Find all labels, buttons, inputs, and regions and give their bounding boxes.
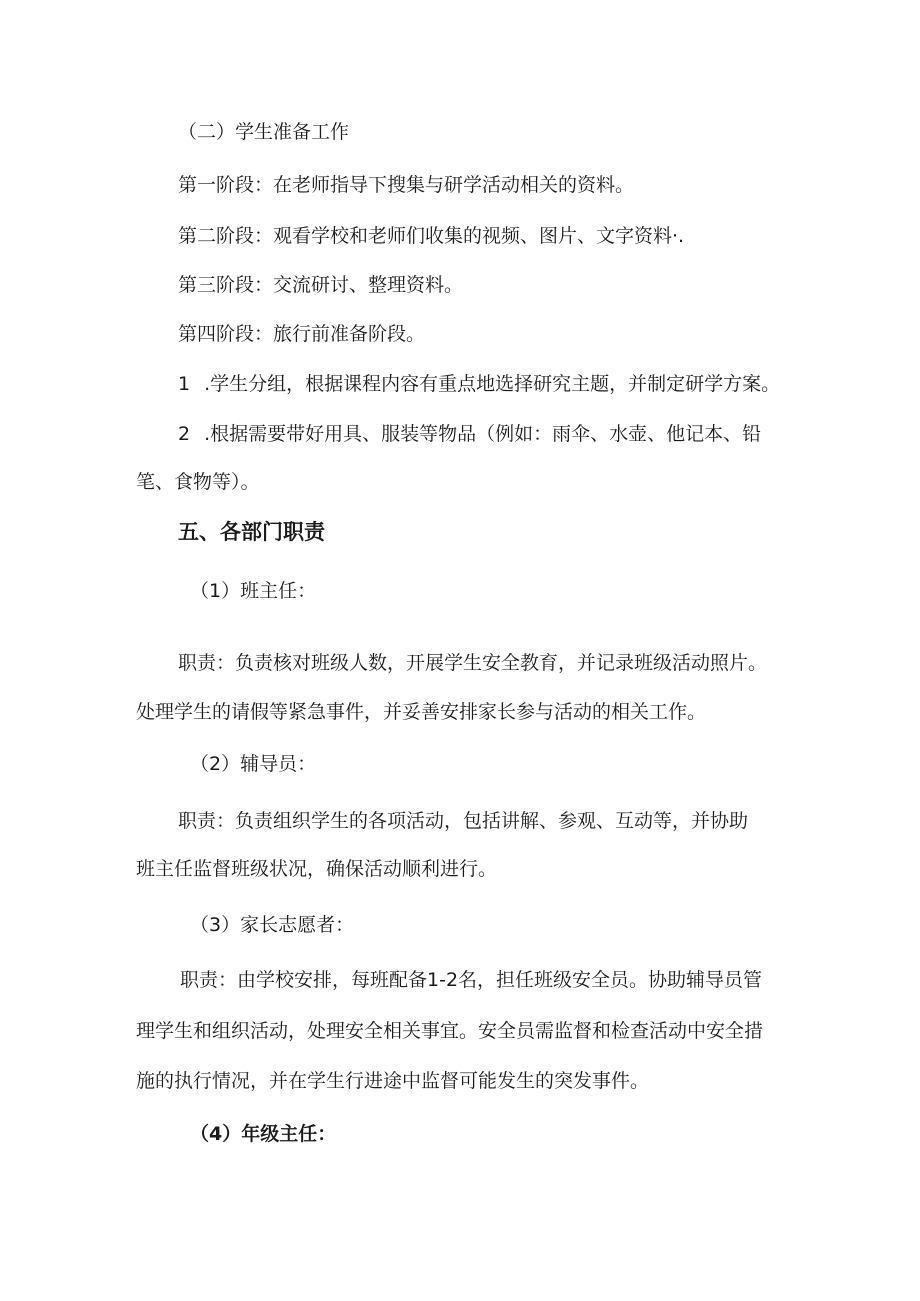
list-item-2-text-line1: .根据需要带好用具、服装等物品（例如：雨伞、水壶、他记本、铅: [204, 423, 762, 445]
section-heading-duties: 五、各部门职责: [178, 520, 325, 544]
class-teacher-duty-line2: 处理学生的请假等紧急事件，并妥善安排家长参与活动的相关工作。: [136, 701, 707, 723]
stage-4-text: 第四阶段：旅行前准备阶段。: [178, 323, 426, 345]
subsection-title-student-prep: （二）学生准备工作: [178, 121, 350, 143]
stage-1-text: 第一阶段：在老师指导下搜集与研学活动相关的资料。: [178, 174, 635, 196]
role-title-parent-volunteer: （3）家长志愿者：: [190, 914, 355, 936]
list-item-1: [178, 371, 780, 397]
parent-volunteer-duty-line2: 理学生和组织活动，处理安全相关事宜。安全员需监督和检查活动中安全措: [136, 1020, 764, 1042]
list-item-1-number: 1: [178, 373, 191, 395]
list-item-2-text-line2: 笔、食物等）。: [136, 471, 260, 493]
role-title-class-teacher: （1）班主任：: [190, 580, 317, 602]
role-title-grade-director: （4）年级主任：: [190, 1123, 337, 1145]
counselor-duty-line2: 班主任监督班级状况，确保活动顺利进行。: [136, 858, 498, 880]
parent-volunteer-duty-line1: 职责：由学校安排，每班配备1-2名，担任班级安全员。协助辅导员管: [180, 969, 763, 991]
stage-3-text: 第三阶段：交流研讨、整理资料。: [178, 274, 464, 296]
stage-2-text: 第二阶段：观看学校和老师们收集的视频、图片、文字资料·.: [178, 225, 685, 247]
list-item-1-text: .学生分组，根据课程内容有重点地选择研究主题，并制定研学方案。: [204, 373, 781, 395]
class-teacher-duty-line1: 职责：负责核对班级人数，开展学生安全教育，并记录班级活动照片。: [178, 652, 768, 674]
counselor-duty-line1: 职责：负责组织学生的各项活动，包括讲解、参观、互动等，并协助: [178, 810, 749, 832]
list-item-2: [178, 421, 761, 447]
role-title-counselor: （2）辅导员：: [190, 753, 317, 775]
list-item-2-number: 2: [178, 423, 191, 445]
parent-volunteer-duty-line3: 施的执行情况，并在学生行进途中监督可能发生的突发事件。: [136, 1070, 650, 1092]
